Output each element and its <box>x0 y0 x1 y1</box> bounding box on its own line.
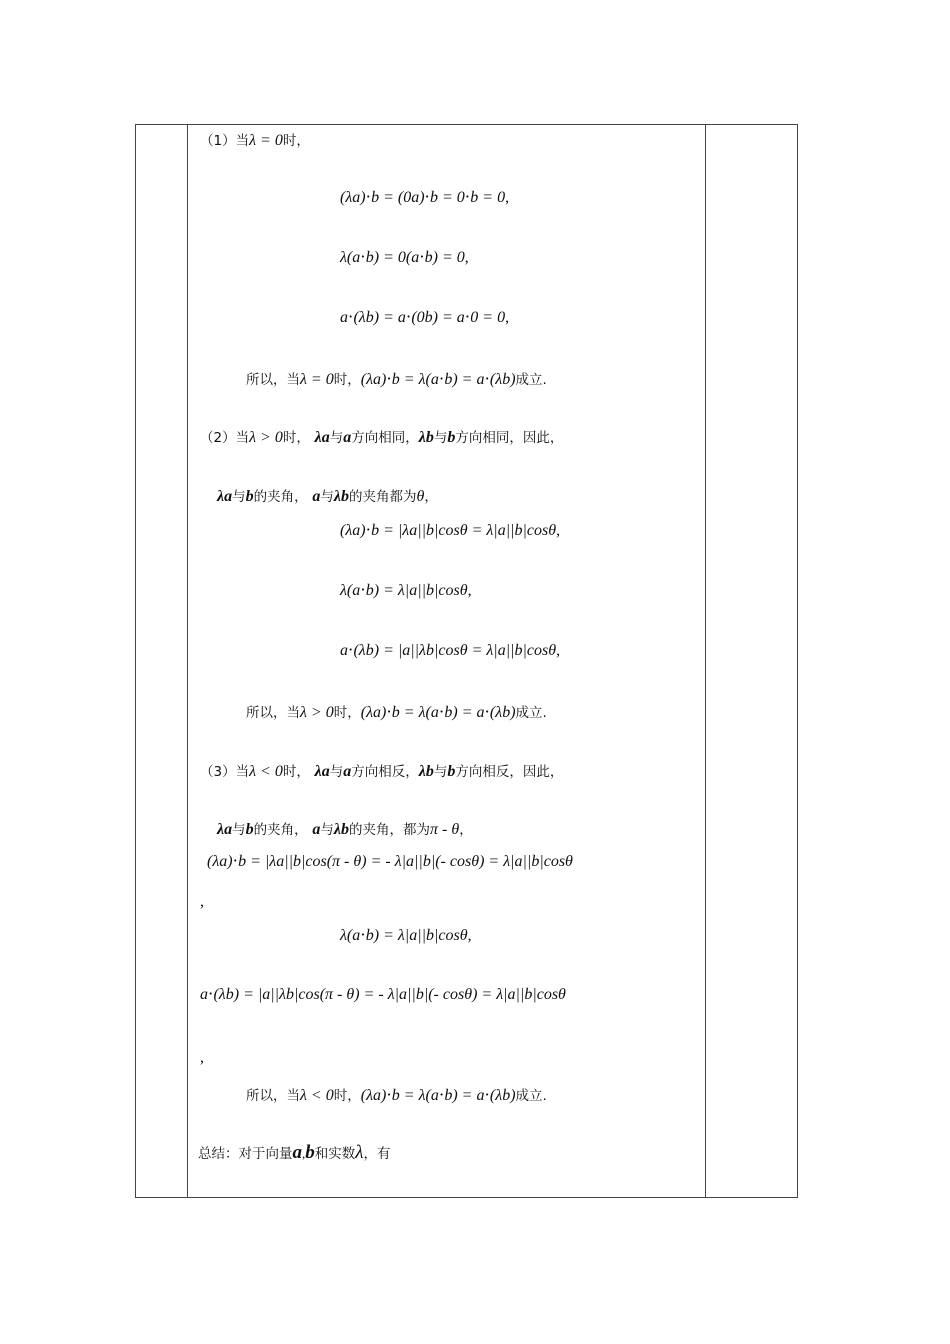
case1-equation-1: (λa)⋅b = (0a)⋅b = 0⋅b = 0, <box>340 189 510 206</box>
case1-equation-3: a⋅(λb) = a⋅(0b) = a⋅0 = 0, <box>340 309 510 326</box>
summary-line: 总结：对于向量a,b和实数λ，有 <box>198 1142 391 1163</box>
case3-equation-1: (λa)⋅b = |λa||b|cos(π - θ) = - λ|a||b|(- cosθ) = λ|a||b|cosθ <box>207 853 573 870</box>
case2-equation-3: a⋅(λb) = |a||λb|cosθ = λ|a||b|cosθ, <box>340 642 561 659</box>
case3-conclusion: 所以，当λ < 0时，(λa)⋅b = λ(a⋅b) = a⋅(λb)成立. <box>246 1087 547 1104</box>
case2-equation-1: (λa)⋅b = |λa||b|cosθ = λ|a||b|cosθ, <box>340 522 561 539</box>
case2-angle-line: λa与b的夹角， a与λb的夹角都为θ， <box>217 488 438 505</box>
case2-conclusion: 所以，当λ > 0时，(λa)⋅b = λ(a⋅b) = a⋅(λb)成立. <box>246 704 547 721</box>
case3-equation-1-comma: , <box>200 893 204 910</box>
case1-equation-2: λ(a⋅b) = 0(a⋅b) = 0, <box>340 249 469 266</box>
case3-equation-3-comma: , <box>200 1049 204 1066</box>
case2-equation-2: λ(a⋅b) = λ|a||b|cosθ, <box>340 582 472 599</box>
case3-equation-2: λ(a⋅b) = λ|a||b|cosθ, <box>340 927 472 944</box>
case3-angle-line: λa与b的夹角， a与λb的夹角，都为π - θ， <box>217 821 473 838</box>
table-frame <box>135 124 798 1198</box>
right-column-divider <box>705 125 706 1197</box>
case3-heading: （3）当λ < 0时， λa与a方向相反，λb与b方向相反，因此， <box>200 763 564 780</box>
case2-heading: （2）当λ > 0时， λa与a方向相同，λb与b方向相同，因此， <box>200 429 564 446</box>
case1-heading: （1）当λ = 0时， <box>200 132 310 149</box>
case1-conclusion: 所以，当λ = 0时，(λa)⋅b = λ(a⋅b) = a⋅(λb)成立. <box>246 371 547 388</box>
case3-equation-3: a⋅(λb) = |a||λb|cos(π - θ) = - λ|a||b|(- cosθ) = λ|a||b|cosθ <box>200 986 566 1003</box>
left-column-divider <box>187 125 188 1197</box>
